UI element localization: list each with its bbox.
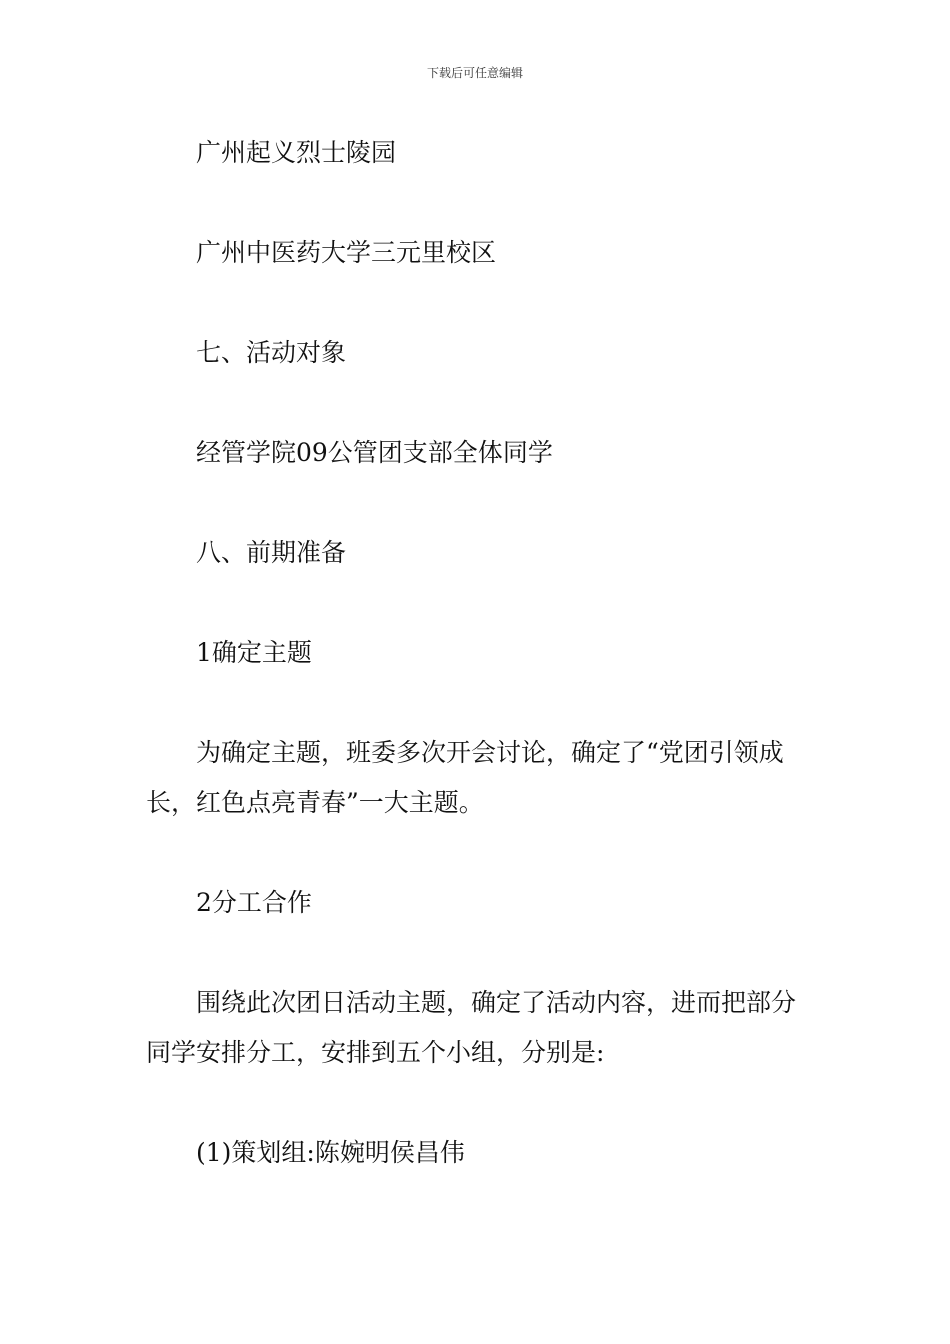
page-header-note: 下载后可任意编辑 (426, 66, 523, 80)
section-heading-participants: 七、活动对象 (196, 338, 347, 367)
subheading-division-of-labor: 2分工合作 (196, 888, 312, 917)
list-item-planning-group: (1)策划组:陈婉明侯昌伟 (196, 1138, 465, 1167)
subheading-theme: 1确定主题 (196, 638, 312, 667)
section-heading-preparation: 八、前期准备 (196, 538, 347, 567)
paragraph-participants: 经管学院09公管团支部全体同学 (196, 438, 553, 467)
paragraph-division-of-labor: 围绕此次团日活动主题，确定了活动内容，进而把部分同学安排分工，安排到五个小组，分别是: (146, 988, 797, 1067)
paragraph-location-2: 广州中医药大学三元里校区 (196, 238, 497, 267)
paragraph-location-1: 广州起义烈士陵园 (196, 138, 397, 167)
document-body (146, 128, 810, 1178)
paragraph-theme: 为确定主题，班委多次开会讨论，确定了“党团引领成长，红色点亮青春”一大主题。 (146, 738, 784, 817)
